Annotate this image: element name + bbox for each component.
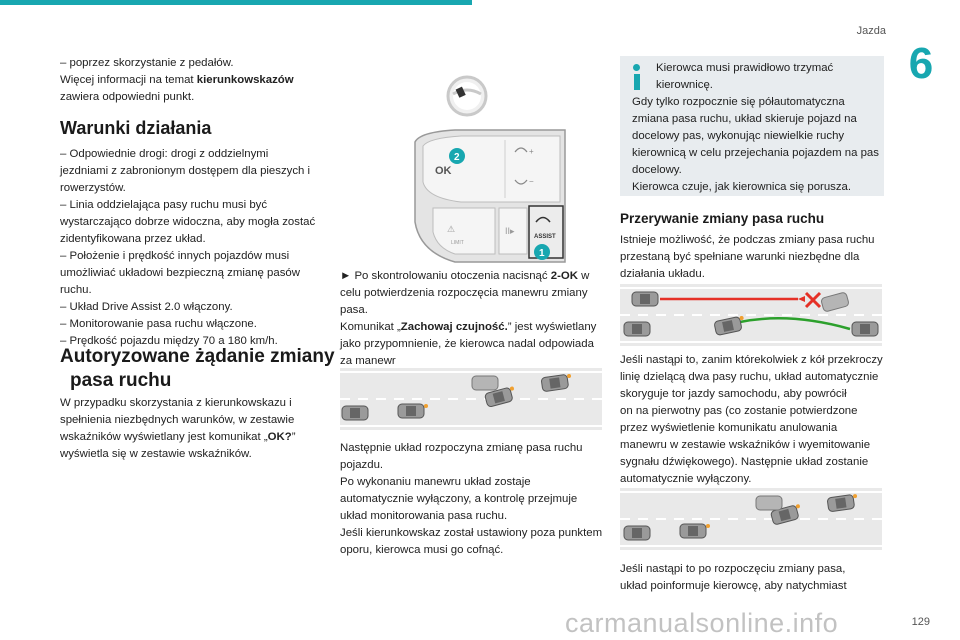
car-icon [624,322,650,336]
car-icon [827,494,859,512]
car-icon [398,404,428,418]
header-accent-bar [0,0,472,5]
info-text: docelowy. [632,164,682,176]
info-icon [630,64,644,90]
condition-line: zidentyfikowana przez układ. [60,233,206,245]
car-icon [632,292,658,306]
info-text: zmiana pasa ruchu, układ skieruje pojazd na [632,113,857,125]
car-icon [821,292,850,312]
section-title: Jazda [856,25,886,37]
auth-text: wyświetla się w zestawie wskaźników. [60,448,252,460]
interrupt-text: przestaną być spełniane warunki niezbędne dla [620,251,860,263]
interrupt-text: Istnieje możliwość, że podczas zmiany pasa ruchu [620,234,875,246]
info-text: docelowy pas, wykonując niewielkie ruchy [632,130,845,142]
info-text: Kierowca musi prawidłowo trzymać [656,62,834,74]
final-text: Jeśli nastąpi to po rozpoczęciu zmiany pasa, [620,563,846,575]
body-text: on na pierwotny pas (co zostanie potwierdzone [620,405,858,417]
condition-line: – Prędkość pojazdu między 70 a 180 km/h. [60,335,278,347]
intro-text: – poprzez skorzystanie z pedałów. [60,57,234,69]
body-text: przez wyświetlenie komunikatu anulowania [620,422,838,434]
svg-text:II▸: II▸ [505,226,515,236]
condition-line: – Położenie i prędkość innych pojazdów musi [60,250,290,262]
after-text: automatycznie wyłączony, a kontrolę przejmuje [340,493,578,505]
auth-text: W przypadku skorzystania z kierunkowskazu i [60,397,292,409]
after-text: Jeśli kierunkowskaz został ustawiony poza punktem [340,527,603,539]
auth-text-message: wskaźników wyświetlany jest komunikat „OK?” [60,431,296,443]
body-text: skoryguje tor jazdy samochodu, aby powrócił [620,388,847,400]
after-text: pojazdu. [340,459,384,471]
lane-change-after-start-illustration [620,488,882,550]
interrupted-lane-change-illustration [620,284,882,346]
svg-text:2: 2 [454,152,460,163]
watermark: carmanualsonline.info [565,608,839,638]
condition-line: umożliwiać układowi bezpieczną zmianę pasów [60,267,300,279]
step-instruction: za manewr [340,355,396,367]
car-icon [756,496,782,510]
car-icon [342,406,368,420]
after-text: Następnie układ rozpoczyna zmianę pasa ruchu [340,442,583,454]
heading-operating-conditions: Warunki działania [60,118,212,138]
step-message: Komunikat „Zachowaj czujność.” jest wyświetlany [340,321,597,333]
body-text: Jeśli nastąpi to, zanim którekolwiek z kół przekroczy [620,354,883,366]
final-text: układ poinformuje kierowcę, aby natychmiast [620,580,847,592]
condition-line: – Linia oddzielająca pasy ruchu musi być [60,199,268,211]
body-text: manewru w zestawie wskaźników i wyemitowanie [620,439,871,451]
condition-line: wystarczająco dobrze widoczna, aby mogła zostać [60,216,316,228]
condition-line: – Monitorowanie pasa ruchu włączone. [60,318,257,330]
page-number: 129 [911,616,930,628]
step-instruction: pasa. [340,304,368,316]
svg-text:⚠: ⚠ [447,224,456,234]
intro-text: zawiera odpowiedni punkt. [60,91,195,103]
svg-text:1: 1 [539,248,545,259]
info-text: kierownicę. [656,79,713,91]
condition-line: rowerzystów. [60,182,126,194]
condition-line: – Układ Drive Assist 2.0 włączony. [60,301,233,313]
heading-interrupt-lane-change: Przerywanie zmiany pasa ruchu [620,211,825,226]
info-text: Kierowca czuje, jak kierownica się porusza. [632,181,852,193]
info-text: Gdy tylko rozpocznie się półautomatyczna [632,96,845,108]
condition-line: ruchu. [60,284,92,296]
car-icon [852,322,878,336]
after-text: Po wykonaniu manewru układ zostaje [340,476,531,488]
info-box [620,56,884,196]
steering-wheel-icon [448,77,486,115]
body-text: sygnału dźwiękowego). Następnie układ zostanie [620,456,869,468]
svg-text:−: − [529,177,534,186]
auth-text: spełnienia niezbędnych warunków, w zestawie [60,414,295,426]
car-icon [624,526,650,540]
heading-authorized-request: Autoryzowane żądanie zmiany pasa ruchu [60,346,335,391]
car-icon [714,316,746,336]
interrupt-text: działania układu. [620,268,705,280]
car-icon [541,374,573,392]
body-text: linię dzielącą dwa pasy ruchu, układ automatycznie [620,371,879,383]
svg-text:+: + [529,147,534,156]
after-text: oporu, kierowca musi go cofnąć. [340,544,504,556]
svg-text:OK: OK [435,165,452,177]
car-icon [680,524,710,538]
body-text: automatycznie wyłączony. [620,473,752,485]
lane-change-illustration [340,368,602,430]
condition-line: – Odpowiednie drogi: drogi z oddzielnymi [60,148,269,160]
chapter-number: 6 [908,39,934,88]
car-icon [472,376,498,390]
steering-wheel-controls-illustration [395,72,575,267]
info-text: kierownicą w celu przejechania pojazdem na pas [632,147,879,159]
condition-line: jezdniami z zabronionym dostępem dla pieszych i [60,165,311,177]
svg-text:LIMIT: LIMIT [451,240,464,246]
step-instruction: jako przypomnienie, że kierowca nadal odpowiada [340,338,594,350]
step-instruction: ► Po skontrolowaniu otoczenia nacisnąć 2-OK w [340,270,590,282]
intro-text-reference: Więcej informacji na temat kierunkowskazów [60,74,294,86]
step-instruction: celu potwierdzenia rozpoczęcia manewru zmiany [340,287,588,299]
svg-text:ASSIST: ASSIST [534,234,556,240]
after-text: układ monitorowania pasa ruchu. [340,510,508,522]
